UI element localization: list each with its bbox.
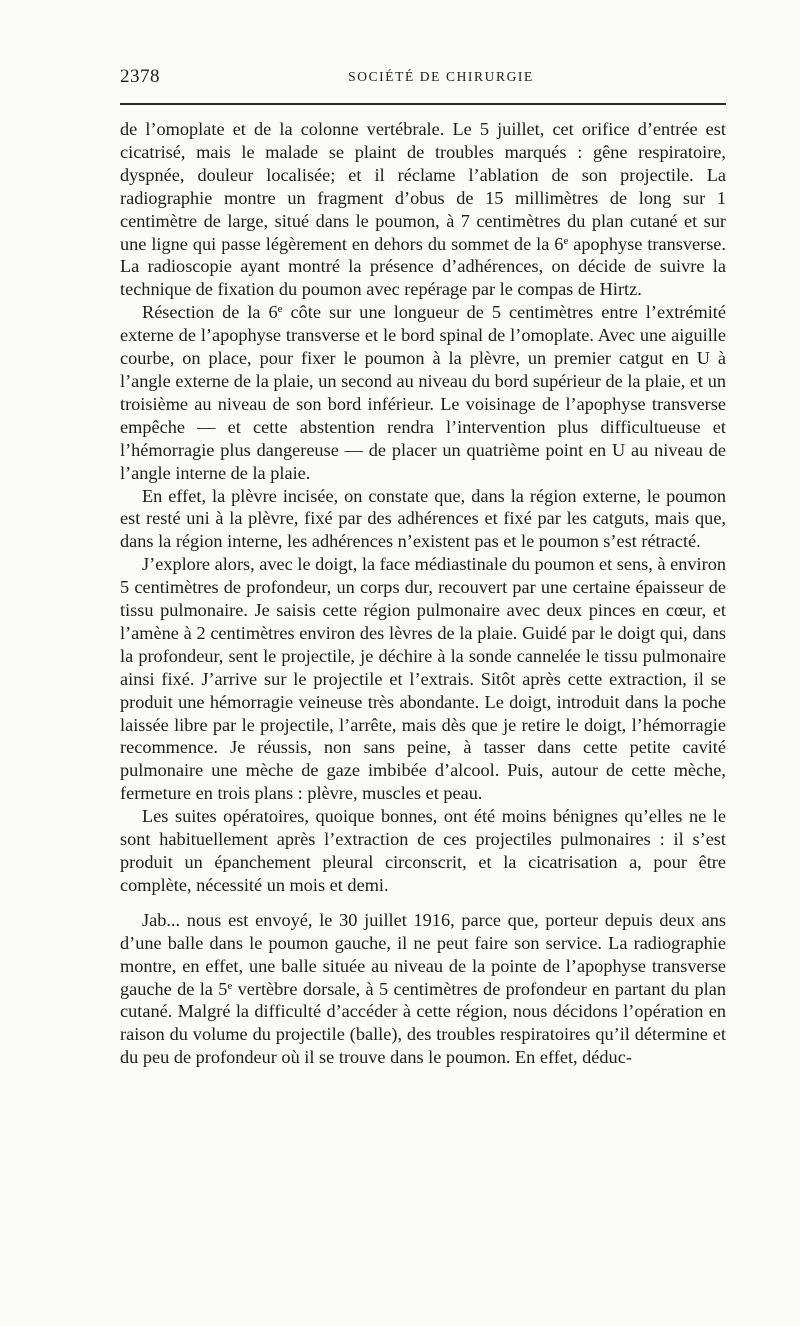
superscript: e xyxy=(227,979,233,992)
text-run: Les suites opératoires, quoique bonnes, ont été moins bénignes qu’elles ne le sont habituellement après l’extraction de ces projectiles pulmonaires : il s’est produit un épanchement pleural circonscrit, et la cicatrisation a, pour être complète, nécessité un mois et demi. xyxy=(120,806,726,895)
text-run: de l’omoplate et de la colonne vertébrale. Le 5 juillet, cet orifice d’entrée est cicatrisé, mais le malade se plaint de troubles marqués : gêne respiratoire, dyspnée, douleur localisée; et il réclame l’ablation de son projectile. La radiographie montre un fragment d’obus de 15 millimètres de long sur 1 centimètre de large, situé dans le poumon, à 7 centimètres du plan cutané et sur une ligne qui passe légèrement en dehors du sommet de la 6 xyxy=(120,119,726,254)
paragraph xyxy=(120,805,726,897)
paragraph xyxy=(120,909,726,1069)
text-run: Jab... nous est envoyé, le 30 juillet 1916, parce que, porteur depuis deux ans d’une balle dans le poumon gauche, il ne peut faire son service. La radiographie montre, en effet, une balle située au niveau de la pointe de l’apophyse transverse gauche de la 5 xyxy=(120,909,726,999)
header-rule xyxy=(120,103,726,105)
superscript: e xyxy=(277,303,283,316)
running-title: SOCIÉTÉ DE CHIRURGIE xyxy=(348,69,534,84)
body-text xyxy=(120,118,726,1069)
text-run: vertèbre dorsale, à 5 centimètres de profondeur en partant du plan cutané. Malgré la difficulté d’accéder à cette région, nous décidons l’opération en raison du volume du projectile (balle), des troubles respiratoires qu’il détermine et du peu de profondeur où il se trouve dans le poumon. En effet, déduc- xyxy=(120,978,726,1068)
paragraph xyxy=(120,553,726,805)
paragraph xyxy=(120,118,726,301)
text-run: côte sur une longueur de 5 centimètres entre l’extrémité externe de l’apophyse transverse et le bord spinal de l’omoplate. Avec une aiguille courbe, on place, pour fixer le poumon à la plèvre, un premier catgut en U à l’angle externe de la plaie, un second au niveau du bord supérieur de la plaie, et un troisième au niveau de son bord inférieur. Le voisinage de l’apophyse transverse empêche — et cette abstention rendra l’intervention plus difficultueuse et l’hémorragie plus dangereuse — de placer un quatrième point en U au niveau de l’angle interne de la plaie. xyxy=(120,302,727,483)
text-run: J’explore alors, avec le doigt, la face médiastinale du poumon et sens, à environ 5 centimètres de profondeur, un corps dur, recouvert par une certaine épaisseur de tissu pulmonaire. Je saisis cette région pulmonaire avec deux pinces en cœur, et l’amène à 2 centimètres environ des lèvres de la plaie. Guidé par le doigt qui, dans la profondeur, sent le projectile, je déchire à la sonde cannelée le tissu pulmonaire ainsi fixé. J’arrive sur le projectile et l’extrais. Sitôt après cette extraction, il se produit une hémorragie veineuse très abondante. Le doigt, introduit dans la poche laissée libre par le projectile, l’arrête, mais dès que je retire le doigt, l’hémorragie recommence. Je réussis, non sans peine, à tasser dans cette petite cavité pulmonaire une mèche de gaze imbibée d’alcool. Puis, autour de cette mèche, fermeture en trois plans : plèvre, muscles et peau. xyxy=(120,554,726,804)
running-head xyxy=(120,66,726,90)
paragraph xyxy=(120,301,726,484)
text-run: En effet, la plèvre incisée, on constate que, dans la région externe, le poumon est resté uni à la plèvre, fixé par des adhérences et fixé par les catguts, mais que, dans la région interne, les adhérences n’existent pas et le poumon s’est rétracté. xyxy=(120,485,726,552)
text-run: apophyse transverse. La radioscopie ayant montré la présence d’adhérences, on décide de suivre la technique de fixation du poumon avec repérage par le compas de Hirtz. xyxy=(120,233,726,300)
text-run: Résection de la 6 xyxy=(142,302,278,323)
page-number: 2378 xyxy=(120,66,160,87)
superscript: e xyxy=(563,234,569,247)
paragraph xyxy=(120,485,726,554)
